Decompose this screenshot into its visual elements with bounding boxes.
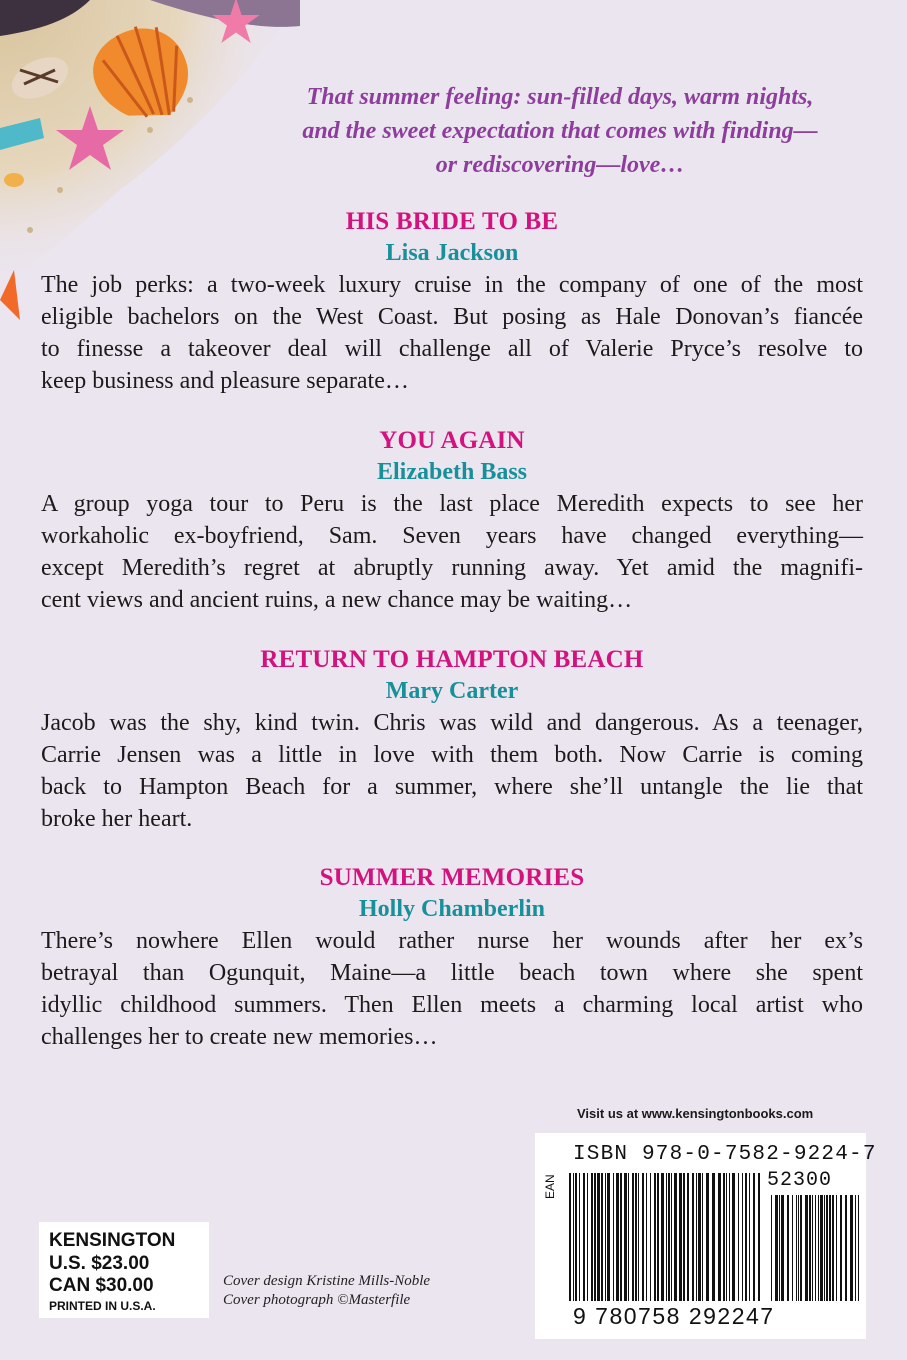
story-description [41,925,863,1053]
isbn-barcode [535,1133,877,1339]
story-line: challenges her to create new memories… [41,1024,438,1050]
isbn-number: ISBN 978-0-7582-9224-7 [573,1143,877,1166]
barcode-bars [565,1173,865,1305]
tagline-line: or rediscovering—love… [435,152,685,178]
story-line: back to Hampton Beach for a summer, where she’ll untangle the lie that [41,774,863,800]
story-author: Holly Chamberlin [358,896,545,922]
story-title: HIS BRIDE TO BE [345,208,559,235]
cover-credits [223,1272,430,1310]
story-title: RETURN TO HAMPTON BEACH [260,646,644,673]
story-title: YOU AGAIN [379,427,525,454]
story-line: The job perks: a two-week luxury cruise in the company of one of the most [41,272,863,298]
story-summer-memories [41,863,863,1053]
tagline-line: That summer feeling: sun-filled days, warm nights, [306,84,814,110]
story-line: to finesse a takeover deal will challenge all of Valerie Pryce’s resolve to [41,336,863,362]
story-return-to-hampton-beach [41,645,863,835]
story-line: eligible bachelors on the West Coast. But posing as Hale Donovan’s fiancée [41,304,863,330]
printed-in: PRINTED IN U.S.A. [49,1299,156,1313]
story-description [41,488,863,616]
story-title: SUMMER MEMORIES [319,864,585,891]
us-price: U.S. $23.00 [49,1253,150,1274]
story-line: Jacob was the shy, kind twin. Chris was wild and dangerous. As a teenager, [41,710,863,736]
canada-price: CAN $30.00 [49,1275,154,1296]
story-his-bride-to-be [41,207,863,397]
tagline [230,80,890,182]
cover-photo-credit: Cover photograph ©Masterfile [223,1292,411,1308]
story-description [41,269,863,397]
cover-design-credit: Cover design Kristine Mills-Noble [223,1273,431,1289]
story-line: idyllic childhood summers. Then Ellen meets a charming local artist who [41,992,863,1018]
story-line: workaholic ex-boyfriend, Sam. Seven years have changed everything— [41,523,863,549]
story-author: Elizabeth Bass [376,459,528,485]
ean-number: 9 780758 292247 [573,1303,775,1329]
price-box [39,1222,209,1318]
story-line: broke her heart. [41,806,193,832]
story-line: cent views and ancient ruins, a new chance may be waiting… [41,587,633,613]
story-author: Mary Carter [385,678,519,704]
ean-label: EAN [543,1174,557,1199]
story-line: betrayal than Ogunquit, Maine—a little beach town where she spent [41,960,863,986]
story-author: Lisa Jackson [385,240,519,266]
story-line: except Meredith’s regret at abruptly running away. Yet amid the magnifi- [41,555,863,581]
price-addon-code: 52300 [767,1169,833,1192]
story-line: There’s nowhere Ellen would rather nurse her wounds after her ex’s [41,928,863,954]
story-you-again [41,426,863,616]
story-line: A group yoga tour to Peru is the last place Meredith expects to see her [41,491,863,517]
story-line: Carrie Jensen was a little in love with them both. Now Carrie is coming [41,742,863,768]
tagline-line: and the sweet expectation that comes with finding— [302,118,818,144]
publisher-name: KENSINGTON [49,1230,176,1251]
story-line: keep business and pleasure separate… [41,368,409,394]
publisher-website: Visit us at www.kensingtonbooks.com [577,1106,814,1121]
story-description [41,707,863,835]
